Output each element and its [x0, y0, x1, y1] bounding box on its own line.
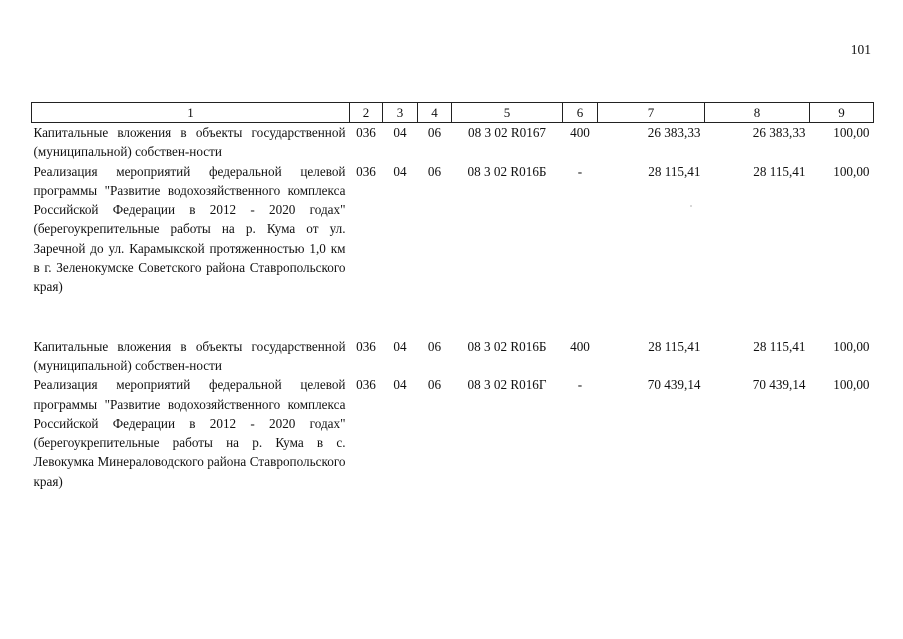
subsection-code: 06 [427, 338, 442, 354]
row-spacer [32, 297, 874, 337]
column-header-5: 5 [452, 103, 563, 123]
expense-type-code: - [577, 163, 583, 179]
planned-amount: 70 439,14 [647, 377, 701, 393]
subsection-code: 06 [427, 163, 442, 179]
column-header-8: 8 [705, 103, 810, 123]
column-header-4: 4 [418, 103, 452, 123]
table-row [32, 337, 874, 376]
ministry-code: 036 [356, 338, 376, 354]
column-header-7: 7 [598, 103, 705, 123]
expense-type-code: - [577, 377, 583, 393]
section-code: 04 [393, 377, 407, 393]
ministry-code: 036 [356, 377, 376, 393]
column-header-6: 6 [563, 103, 598, 123]
column-header-9: 9 [810, 103, 874, 123]
table-header-row [32, 103, 874, 123]
row-description: Реализация мероприятий федеральной целевой программы "Развитие водохозяйственного комплекса Российской Федерации в 2012 - 2020 годах" (берегоукрепительные работы на р. Кума от ул. Заречной до ул. Карамыкской протяженностью 1,0 км в г. Зеленокумске Советского района Ставропольского края) [33, 163, 346, 295]
actual-amount: 26 383,33 [752, 125, 806, 140]
scan-speck [690, 205, 692, 207]
page-number: 101 [850, 42, 871, 57]
column-header-1: 1 [32, 103, 350, 123]
subsection-code: 06 [427, 377, 442, 393]
table-row [32, 123, 874, 162]
column-header-2: 2 [350, 103, 383, 123]
execution-percent: 100,00 [833, 163, 870, 179]
table-row [32, 375, 874, 491]
target-article-code: 08 3 02 R016Г [467, 377, 547, 393]
actual-amount: 28 115,41 [753, 338, 806, 354]
section-code: 04 [393, 338, 407, 354]
execution-percent: 100,00 [833, 377, 870, 393]
spacer-cell [32, 297, 874, 337]
execution-percent: 100,00 [833, 125, 870, 140]
row-description: Реализация мероприятий федеральной целевой программы "Развитие водохозяйственного комплекса Российской Федерации в 2012 - 2020 годах" (берегоукрепительные работы на р. Кума в с. Левокумка Минераловодского района Ставропольского края) [33, 377, 346, 489]
planned-amount: 26 383,33 [647, 125, 701, 140]
target-article-code: 08 3 02 R0167 [467, 125, 547, 140]
table-row [32, 162, 874, 297]
planned-amount: 28 115,41 [648, 338, 701, 354]
expense-type-code: 400 [570, 125, 590, 140]
subsection-code: 06 [427, 125, 442, 140]
actual-amount: 70 439,14 [752, 377, 806, 393]
section-code: 04 [393, 125, 407, 140]
section-code: 04 [393, 163, 407, 179]
actual-amount: 28 115,41 [753, 163, 806, 179]
budget-table [31, 102, 874, 491]
planned-amount: 28 115,41 [648, 163, 701, 179]
target-article-code: 08 3 02 R016Б [467, 163, 547, 179]
ministry-code: 036 [356, 125, 376, 140]
row-description: Капитальные вложения в объекты государственной (муниципальной) собствен-ности [33, 125, 346, 160]
column-header-3: 3 [383, 103, 418, 123]
ministry-code: 036 [356, 163, 376, 179]
execution-percent: 100,00 [833, 338, 870, 354]
target-article-code: 08 3 02 R016Б [467, 338, 547, 354]
row-description: Капитальные вложения в объекты государственной (муниципальной) собствен-ности [33, 338, 346, 373]
expense-type-code: 400 [570, 338, 590, 354]
